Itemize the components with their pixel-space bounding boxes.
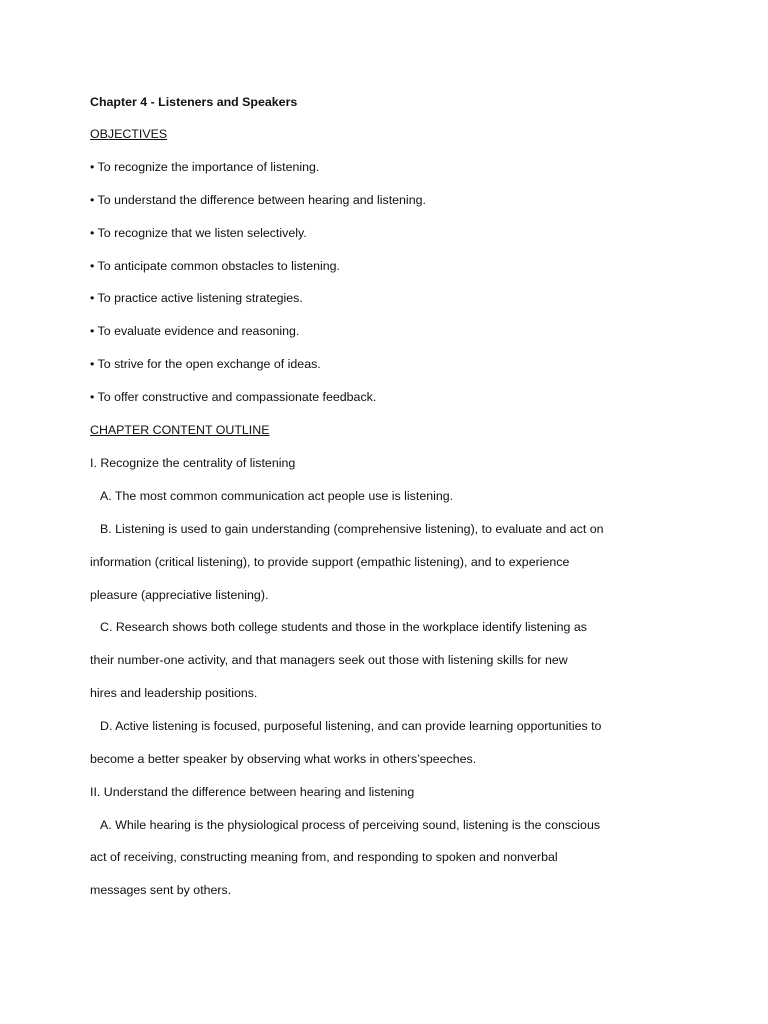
outline-point: B. Listening is used to gain understanding (comprehensive listening), to evaluate and act on xyxy=(100,522,604,536)
outline-point-continuation: messages sent by others. xyxy=(90,883,232,897)
outline-point: A. While hearing is the physiological process of perceiving sound, listening is the conscious xyxy=(100,818,601,832)
objective-item: • To recognize that we listen selectively. xyxy=(90,226,307,240)
section-heading: II. Understand the difference between hearing and listening xyxy=(90,785,415,799)
objective-item: • To practice active listening strategies. xyxy=(90,291,303,305)
objective-item: • To anticipate common obstacles to listening. xyxy=(90,259,340,273)
outline-point: A. The most common communication act people use is listening. xyxy=(100,489,454,503)
objectives-heading: OBJECTIVES xyxy=(90,127,168,141)
outline-point-continuation: pleasure (appreciative listening). xyxy=(90,588,269,602)
chapter-title: Chapter 4 - Listeners and Speakers xyxy=(90,95,298,109)
outline-heading: CHAPTER CONTENT OUTLINE xyxy=(90,423,270,437)
objective-item: • To recognize the importance of listening. xyxy=(90,160,320,174)
outline-point-continuation: hires and leadership positions. xyxy=(90,686,258,700)
objective-item: • To understand the difference between hearing and listening. xyxy=(90,193,426,207)
outline-point-continuation: become a better speaker by observing what works in others’speeches. xyxy=(90,752,477,766)
section-heading: I. Recognize the centrality of listening xyxy=(90,456,296,470)
objective-item: • To strive for the open exchange of ideas. xyxy=(90,357,321,371)
objective-item: • To offer constructive and compassionate feedback. xyxy=(90,390,377,404)
outline-point-continuation: information (critical listening), to provide support (empathic listening), and to experience xyxy=(90,555,570,569)
outline-point: C. Research shows both college students and those in the workplace identify listening as xyxy=(100,620,587,634)
outline-point-continuation: their number-one activity, and that managers seek out those with listening skills for new xyxy=(90,653,568,667)
outline-point: D. Active listening is focused, purposeful listening, and can provide learning opportunities to xyxy=(100,719,602,733)
objective-item: • To evaluate evidence and reasoning. xyxy=(90,324,300,338)
outline-point-continuation: act of receiving, constructing meaning from, and responding to spoken and nonverbal xyxy=(90,850,558,864)
